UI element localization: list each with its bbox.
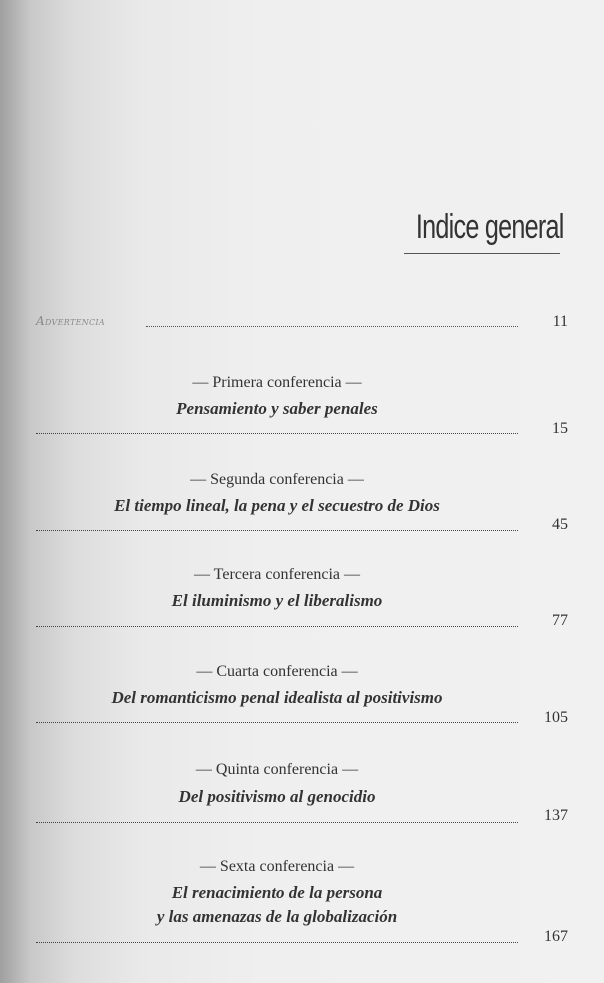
entry-subtitle: El renacimiento de la persona <box>171 883 383 902</box>
entry-heading: — Sexta conferencia — <box>199 858 355 875</box>
entry-subtitle: Pensamiento y saber penales <box>176 399 378 418</box>
advertencia-page: 11 <box>552 313 568 330</box>
entry-page: 77 <box>552 612 568 629</box>
entry-page: 137 <box>544 807 568 824</box>
title-underline <box>404 253 560 254</box>
entry-subtitle: Del romanticismo penal idealista al positivismo <box>111 688 443 707</box>
entry-subtitle: El tiempo lineal, la pena y el secuestro de Dios <box>114 496 440 515</box>
entry-leader <box>36 626 518 627</box>
entry-subtitle: Del positivismo al genocidio <box>178 787 376 806</box>
page-title: Indice general <box>416 208 564 246</box>
entry-subtitle: y las amenazas de la globalización <box>156 907 398 926</box>
entry-heading: — Cuarta conferencia — <box>196 663 358 680</box>
entry-leader <box>36 822 518 823</box>
entry-heading: — Tercera conferencia — <box>193 566 361 583</box>
entry-leader <box>36 722 518 723</box>
entry-page: 15 <box>552 420 568 437</box>
entry-heading: — Segunda conferencia — <box>190 471 364 488</box>
advertencia-leader <box>146 326 518 327</box>
entry-leader <box>36 942 518 943</box>
entry-subtitle: El iluminismo y el liberalismo <box>171 591 383 610</box>
entry-page: 105 <box>544 709 568 726</box>
entry-page: 167 <box>544 928 568 945</box>
entry-leader <box>36 530 518 531</box>
entry-page: 45 <box>552 516 568 533</box>
entry-heading: — Quinta conferencia — <box>195 761 359 778</box>
advertencia-label: Advertencia <box>36 314 105 328</box>
entry-heading: — Primera conferencia — <box>192 374 362 391</box>
entry-leader <box>36 433 518 434</box>
